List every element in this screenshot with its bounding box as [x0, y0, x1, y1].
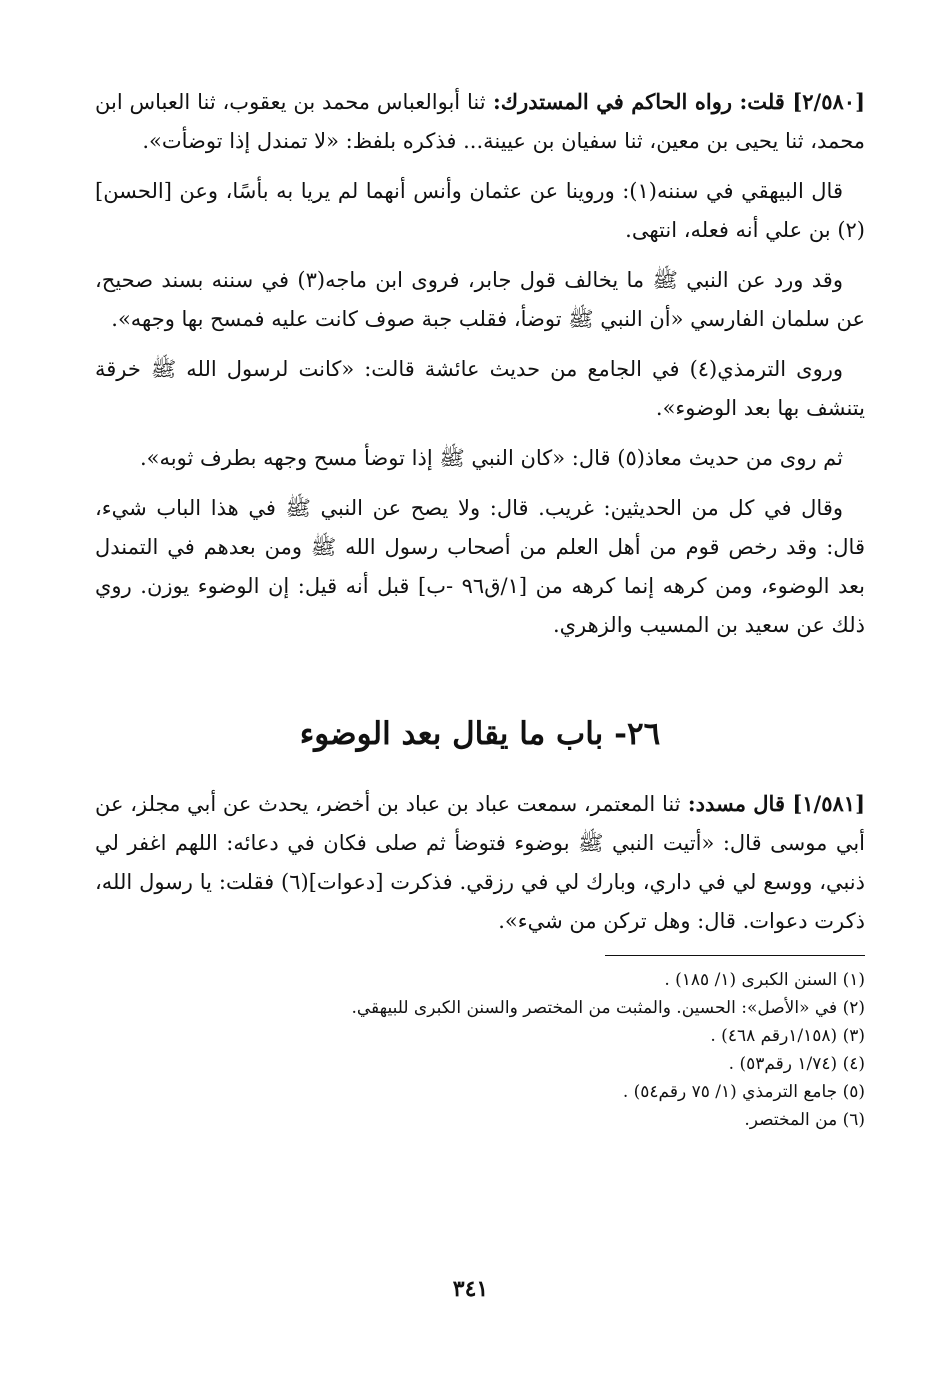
footnote-6: (٦) من المختصر.	[744, 1110, 865, 1130]
paragraph-580	[95, 82, 865, 161]
hadith-citation-lead: [١/٥٨١] قال مسدد:	[680, 791, 865, 816]
footnote-4: (٤) (١/٧٤ رقم٥٣) .	[728, 1054, 865, 1074]
paragraph-tirmidhi	[95, 350, 865, 428]
paragraph-text: وقد ورد عن النبي ﷺ ما يخالف قول جابر، فروى ابن ماجه(٣) في سننه بسند صحيح، عن سلمان الفارسي «أن النبي ﷺ توضأ، فقلب جبة صوف كانت عليه فمسح بها وجهه».	[95, 268, 865, 331]
footnote-2: (٢) في «الأصل»: الحسين. والمثبت من المختصر والسنن الكبرى للبيهقي.	[351, 998, 865, 1018]
paragraph-gharib	[95, 489, 865, 645]
paragraph-text: ثم روى من حديث معاذ(٥) قال: «كان النبي ﷺ إذا توضأ مسح وجهه بطرف ثوبه».	[139, 446, 843, 470]
paragraph-muadh	[95, 439, 865, 478]
paragraph-text: وقال في كل من الحديثين: غريب. قال: ولا يصح عن النبي ﷺ في هذا الباب شيء، قال: وقد رخص قوم من أهل العلم من أصحاب رسول الله ﷺ ومن بعدهم في التمندل بعد الوضوء، ومن كرهه إنما كرهه من [١/ق٩٦ -ب] قبل أنه قيل: إن الوضوء يوزن. روي ذلك عن سعيد بن المسيب والزهري.	[95, 496, 866, 637]
paragraph-text: وروى الترمذي(٤) في الجامع من حديث عائشة قالت: «كانت لرسول الله ﷺ خرقة يتنشف بها بعد الوضوء».	[95, 357, 865, 420]
footnote-divider	[605, 955, 865, 956]
footnote-5: (٥) جامع الترمذي (١/ ٧٥ رقم٥٤) .	[622, 1082, 865, 1102]
footnotes	[95, 966, 865, 1134]
paragraph-text: ثنا المعتمر، سمعت عباد بن عباد بن أخضر، يحدث عن أبي مجلز، عن أبي موسى قال: «أتيت النبي ﷺ بوضوء فتوضأ ثم صلى فكان في دعائه: اللهم اغفر لي ذنبي، ووسع لي في داري، وبارك لي في رزقي. فذكرت [دعوات](٦) فقلت: يا رسول الله، ذكرت دعوات. قال: وهل تركن من شيء».	[95, 792, 866, 933]
hadith-citation-lead: [٢/٥٨٠] قلت: رواه الحاكم في المستدرك:	[485, 89, 865, 114]
paragraph-bayhaqi	[95, 172, 865, 250]
paragraph-text: قال البيهقي في سننه(١): وروينا عن عثمان وأنس أنهما لم يريا به بأسًا، وعن [الحسن](٢) بن علي أنه فعله، انتهى.	[95, 179, 865, 242]
page-number: ٣٤١	[452, 1276, 489, 1302]
paragraph-ibn-majah	[95, 261, 865, 339]
book-page	[95, 82, 865, 1134]
paragraph-581	[95, 784, 865, 941]
footnote-1: (١) السنن الكبرى (١/ ١٨٥) .	[664, 970, 865, 990]
chapter-heading: ٢٦- باب ما يقال بعد الوضوء	[299, 716, 661, 752]
footnote-3: (٣) (١/١٥٨رقم ٤٦٨) .	[710, 1026, 865, 1046]
paragraph-text: ثنا أبوالعباس محمد بن يعقوب، ثنا العباس ابن محمد، ثنا يحيى بن معين، ثنا سفيان بن عيينة... فذكره بلفظ: «لا تمندل إذا توضأت».	[95, 90, 865, 153]
